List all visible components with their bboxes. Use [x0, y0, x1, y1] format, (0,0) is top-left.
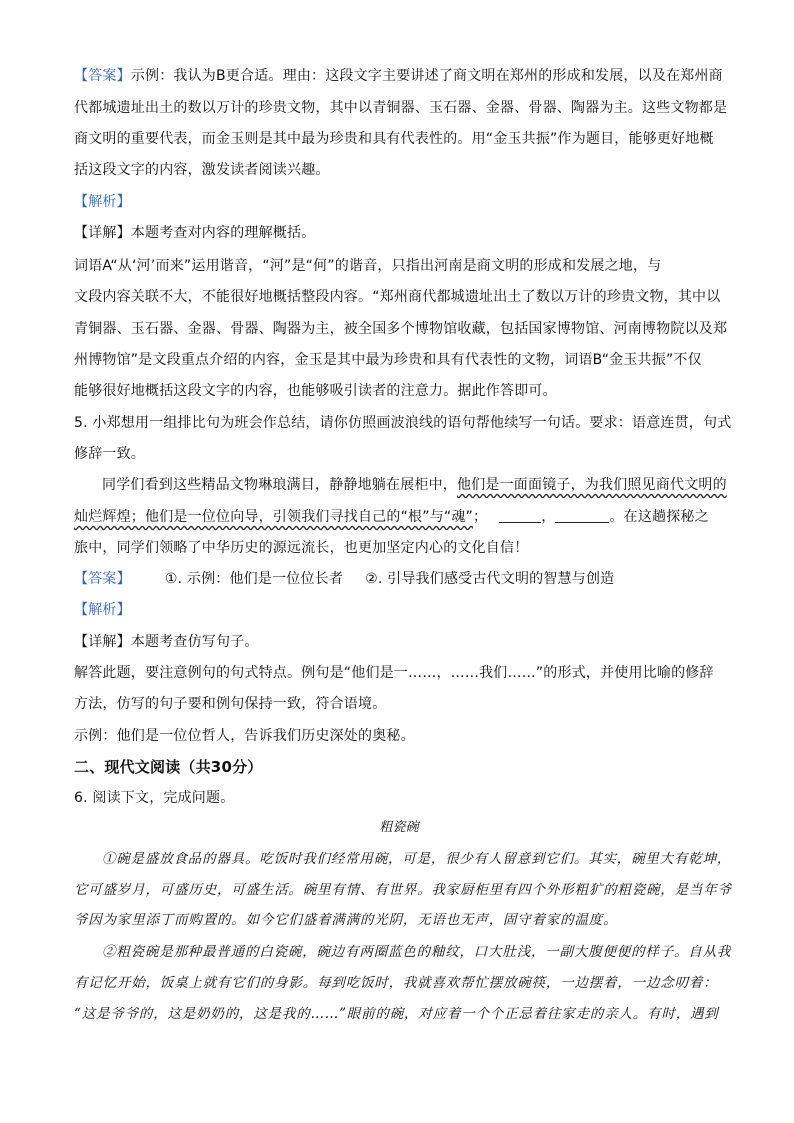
q4-analysis-tag: [74, 192, 131, 212]
q5-detail-line-1: [74, 632, 259, 652]
q5-passage-line-3: 旅中，同学们领略了中华历史的源远流长，也更加坚定内心的文化自信！: [74, 540, 529, 556]
detail-text: 本题考查仿写句子。: [130, 634, 259, 650]
answer-2-number: ②: [365, 571, 378, 587]
answer-tag: 【答案】: [74, 571, 131, 587]
passage-line-2: 它可盛岁月，可盛历史，可盛生活。碗里有情、有世界。我家厨柜里有四个外形粗犷的粗瓷碗，是当年爷: [74, 882, 732, 898]
q5-analysis-tag: [74, 600, 131, 620]
detail-text: 本题考查对内容的理解概括。: [130, 225, 316, 241]
q4-answer-line-2: 代都城遗址出土的数以万计的珍贵文物，其中以青铜器、玉石器、金器、骨器、陶器为主。这些文物都是: [74, 100, 728, 116]
answer-2-text: . 引导我们感受古代文明的智慧与创造: [377, 571, 615, 587]
answer-blank-2[interactable]: [555, 508, 609, 523]
passage-line-6: “这是爷爷的，这是奶奶的，这是我的……”眼前的碗，对应着一个个正忌着往家走的亲人。有时，遇到: [74, 1006, 719, 1022]
answer-1-text: . 示例：他们是一位位长者: [177, 571, 344, 587]
passage-line-4: ②粗瓷碗是那种最普通的白瓷碗，碗边有两圈蓝色的釉纹，口大肚浅，一副大腹便便的样子。自从我: [102, 944, 732, 960]
section-heading: 二、现代文阅读（共30分）: [74, 758, 263, 776]
q5-detail-line-4: 示例：他们是一位位哲人，告诉我们历史深处的奥秘。: [74, 728, 415, 744]
q4-detail-line-5: 州博物馆”是文段重点介绍的内容，金玉是其中最为珍贵和具有代表性的文物，词语B“金玉共振”不仅: [74, 352, 702, 368]
q5-passage-line-1: [102, 475, 727, 495]
passage-line-3: 爷因为家里添丁而购置的。如今它们盛着满满的光阴，无语也无声，固守着家的温度。: [74, 912, 618, 928]
q4-answer-line-3: 商文明的重要代表，而金玉则是其中最为珍贵和具有代表性的。用“金玉共振”作为题目，能够更好地概: [74, 131, 714, 147]
q4-detail-line-4: 青铜器、玉石器、金器、骨器、陶器为主，被全国多个博物馆收藏，包括国家博物馆、河南博物院以及郑: [74, 321, 728, 337]
wavy-sentence: 他们是一面面镜子，为我们照见商代文明的: [457, 477, 727, 493]
passage-text: 同学们看到这些精品文物琳琅满目，静静地躺在展柜中，: [102, 477, 457, 493]
q4-answer-line-1: [74, 66, 723, 86]
q5-stem-line-2: 修辞一致。: [74, 446, 145, 462]
q5-answer-line: [74, 569, 614, 589]
detail-tag: 【详解】: [74, 634, 131, 650]
q4-detail-line-1: [74, 223, 315, 243]
answer-tag: 【答案】: [74, 68, 131, 84]
answer-blank-1[interactable]: [499, 508, 541, 523]
q5-stem-line-1: 5. 小郑想用一组排比句为班会作总结，请你仿照画波浪线的语句帮他续写一句话。要求：语意连贯，句式: [74, 415, 732, 431]
q5-detail-line-2: 解答此题，要注意例句的句式特点。例句是“他们是一……，……我们……”的形式，并使用比喻的修辞: [74, 665, 714, 681]
analysis-tag: 【解析】: [74, 194, 131, 210]
passage-line-1: ①碗是盛放食品的器具。吃饭时我们经常用碗，可是，很少有人留意到它们。其实，碗里大有乾坤，: [102, 851, 732, 867]
passage-title: 粗瓷碗: [379, 820, 419, 835]
punct: ；: [473, 509, 488, 525]
q4-detail-line-6: 能够很好地概括这段文字的内容，也能够吸引读者的注意力。据此作答即可。: [74, 383, 557, 399]
answer-1-number: ①: [164, 571, 178, 587]
passage-text: 。在这趟探秘之: [609, 509, 709, 525]
q5-passage-line-2: [74, 507, 709, 527]
punct: ，: [541, 509, 556, 525]
q4-detail-line-3: 文段内容关联不大，不能很好地概括整段内容。“郑州商代都城遗址出土了数以万计的珍贵文物，其中以: [74, 289, 721, 305]
q4-answer-line-4: 括这段文字的内容，激发读者阅读兴趣。: [74, 162, 330, 178]
q4-detail-line-2: 词语A“从‘河’而来”运用谐音，“河”是“何”的谐音，只指出河南是商文明的形成和发展之地，与: [74, 258, 662, 274]
q5-detail-line-3: 方法，仿写的句子要和例句保持一致，符合语境。: [74, 696, 387, 712]
detail-tag: 【详解】: [74, 225, 131, 241]
answer-text: 示例：我认为B更合适。理由：这段文字主要讲述了商文明在郑州的形成和发展，以及在郑州商: [130, 68, 723, 84]
q6-stem: 6. 阅读下文，完成问题。: [74, 790, 235, 806]
analysis-tag: 【解析】: [74, 602, 131, 618]
passage-line-5: 有记忆开始，饭桌上就有它们的身影。每到吃饭时，我就喜欢帮忙摆放碗筷，一边摆着，一边念叨着：: [74, 975, 718, 991]
wavy-sentence: 灿烂辉煌；他们是一位位向导，引领我们寻找自己的“根”与“魂”: [74, 509, 474, 525]
